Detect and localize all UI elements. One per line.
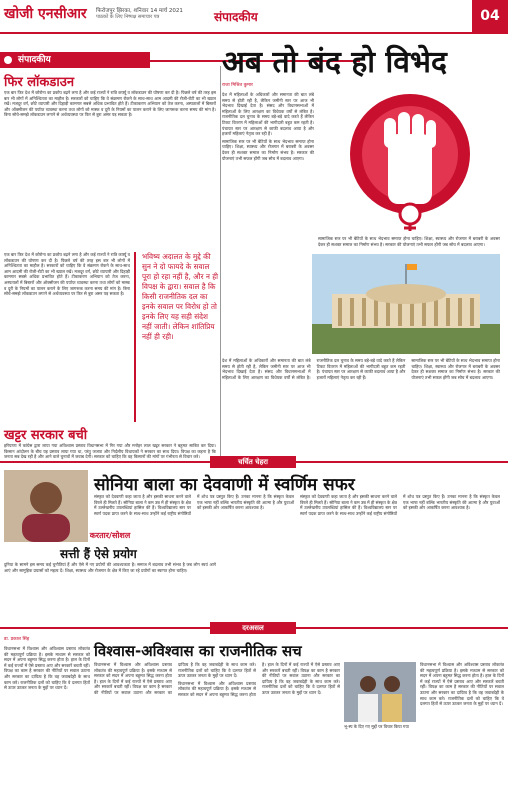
article3-text-mid-2: विधानसभा में विश्वास और अविश्वास प्रस्ताव लोकतंत्र की महत्वपूर्ण प्रक्रिया है। इसके माध्यम से सरकार को सदन में अपना बहुमत सिद्ध करना होता है। हाल के दिनों में कई राज्यों में ऐसे प्रस्ताव आए और सरकारें बचती रहीं। विपक्ष का काम है सरकार की नीतियों पर सवाल उठाना और सरकार का दायित्व है कि वह जवाबदेही के साथ काम करे। राजनीतिक दलों को चाहिए कि वे दलगत हितों से ऊपर उठकर जनता के मुद्दों पर ध्यान दें। <box>178 662 340 697</box>
article3-body-mid <box>94 662 340 796</box>
portrait-photo <box>4 470 88 542</box>
article-sonia-text-cont: संस्कृत को देववाणी कहा जाता है और इसकी साधना करने वाले विरले ही मिलते हैं। सोनिया बाला ने कम उम्र में ही संस्कृत के क्षेत्र में उल्लेखनीय उपलब्धियां हासिल की हैं। विश्वविद्यालय स्तर पर स्वर्ण पदक प्राप्त करने के साथ-साथ उन्होंने कई राष्ट्रीय संगोष्ठियों में शोध पत्र प्रस्तुत किए हैं। उनका मानना है कि संस्कृत केवल एक भाषा नहीं बल्कि भारतीय संस्कृति की आत्मा है और युवाओं को इसकी ओर आकर्षित करना आवश्यक है। <box>300 494 500 516</box>
headline-lockdown: फिर लॉकडाउन <box>4 75 75 90</box>
column-divider <box>220 66 221 466</box>
page-number: 04 <box>472 0 508 32</box>
band-actually <box>0 622 508 634</box>
headline-sonia: सोनिया बाला का देववाणी में स्वर्णिम सफर <box>94 475 355 495</box>
main-byline: राजा मिश्रित कुमार <box>222 83 253 88</box>
tagline: पाठकों के लिए निष्पक्ष समाचार पत्र <box>96 14 160 20</box>
photo-caption-block <box>344 724 416 796</box>
photo-caption: भू-स्प के दिए गए मुद्दों पर विचार किया गया <box>344 724 409 729</box>
article3-byline: डा. प्रकाश सिंह <box>4 637 30 642</box>
main-article-text-c: सामाजिक स्तर पर भी बेटियों के साथ भेदभाव समाप्त होना चाहिए। शिक्षा, स्वास्थ्य और रोजगार में बराबरी के अवसर देकर ही सशक्त समाज का निर्माण संभव है। सरकार की योजनाएं तभी सफल होंगी जब सोच में बदलाव आएगा। <box>318 236 500 247</box>
band-featured-face <box>0 456 508 468</box>
politics-photo <box>344 662 416 722</box>
main-article-text-d: देश में महिलाओं के अधिकारों और समानता की बात लंबे समय से होती रही है, लेकिन जमीनी स्तर पर आज भी भेदभाव दिखाई देता है। संसद और विधानसभाओं में महिलाओं के लिए आरक्षण का विधेयक वर्षों से लंबित है। राजनीतिक दल चुनाव के समय बड़े-बड़े वादे करते हैं लेकिन टिकट वितरण में महिलाओं की भागीदारी बहुत कम रहती है। पंचायत स्तर पर आरक्षण से काफी बदलाव आया है और हजारों महिलाएं नेतृत्व कर रही हैं। <box>222 358 406 380</box>
section-title: संपादकीय <box>214 10 258 24</box>
pull-quote <box>134 252 220 422</box>
newspaper-logo: खोजी एनसीआर <box>4 6 87 22</box>
article3-body-left <box>4 646 90 796</box>
article3-text-left: विधानसभा में विश्वास और अविश्वास प्रस्ताव लोकतंत्र की महत्वपूर्ण प्रक्रिया है। इसके माध्यम से सरकार को सदन में अपना बहुमत सिद्ध करना होता है। हाल के दिनों में कई राज्यों में ऐसे प्रस्ताव आए और सरकारें बचती रहीं। विपक्ष का काम है सरकार की नीतियों पर सवाल उठाना और सरकार का दायित्व है कि वह जवाबदेही के साथ काम करे। राजनीतिक दलों को चाहिए कि वे दलगत हितों से ऊपर उठकर जनता के मुद्दों पर ध्यान दें। <box>4 646 90 691</box>
main-headline: अब तो बंद हो विभेद <box>222 45 447 80</box>
dateline: फिरोजपुर झिरका, शनिवार 14 मार्च 2021 <box>96 8 183 14</box>
section-label-social: करतार/सोशल <box>89 531 131 540</box>
band-label: चर्चित चेहरा <box>210 456 296 468</box>
main-article-text-e: सामाजिक स्तर पर भी बेटियों के साथ भेदभाव समाप्त होना चाहिए। शिक्षा, स्वास्थ्य और रोजगार में बराबरी के अवसर देकर ही सशक्त समाज का निर्माण संभव है। सरकार की योजनाएं तभी सफल होंगी जब सोच में बदलाव आएगा। <box>411 358 500 380</box>
raised-fist-icon <box>318 82 502 232</box>
main-article-text-b: सामाजिक स्तर पर भी बेटियों के साथ भेदभाव समाप्त होना चाहिए। शिक्षा, स्वास्थ्य और रोजगार में बराबरी के अवसर देकर ही सशक्त समाज का निर्माण संभव है। सरकार की योजनाएं तभी सफल होंगी जब सोच में बदलाव आएगा। <box>222 138 314 161</box>
article-lockdown-body <box>4 90 216 250</box>
headline-experiments: सत्ती हैं ऐसे प्रयोग <box>60 547 137 561</box>
article-khattar-text: हरियाणा में कांग्रेस द्वारा लाया गया अविश्वास प्रस्ताव विधानसभा में गिर गया और मनोहर लाल खट्टर सरकार ने बहुमत साबित कर दिया। किसान आंदोलन के बीच यह प्रस्ताव लाया गया था, परंतु जजपा और निर्दलीय विधायकों ने सरकार का साथ दिया। विपक्ष का कहना है कि जनता सब देख रही है और आने वाले चुनावों में जवाब देगी। सरकार को चाहिए कि वह किसानों की मांगों पर गंभीरता से विचार करे। <box>4 443 216 460</box>
article3-text-right: विधानसभा में विश्वास और अविश्वास प्रस्ताव लोकतंत्र की महत्वपूर्ण प्रक्रिया है। इसके माध्यम से सरकार को सदन में अपना बहुमत सिद्ध करना होता है। हाल के दिनों में कई राज्यों में ऐसे प्रस्ताव आए और सरकारें बचती रहीं। विपक्ष का काम है सरकार की नीतियों पर सवाल उठाना और सरकार का दायित्व है कि वह जवाबदेही के साथ काम करे। राजनीतिक दलों को चाहिए कि वे दलगत हितों से ऊपर उठकर जनता के मुद्दों पर ध्यान दें। <box>420 662 504 707</box>
band-label-2: दरअसल <box>210 622 296 634</box>
main-article-body-d <box>222 358 500 464</box>
article-lockdown-text: एक बार फिर देश में कोरोना का प्रकोप बढ़ने लगा है और कई राज्यों ने रात्रि कर्फ्यू व लॉकडाउन की घोषणा कर दी है। पिछले वर्ष की तरह इस बार भी लोगों में अनिश्चितता का माहौल है। सरकारों को चाहिए कि वे संक्रमण रोकने के साथ-साथ आम आदमी की रोजी-रोटी का भी ख्याल रखें। मजदूर वर्ग, छोटे व्यापारी और दिहाड़ी कामगार सबसे अधिक प्रभावित होते हैं। टीकाकरण अभियान को तेज करना, अस्पतालों में बिस्तरों और ऑक्सीजन की पर्याप्त व्यवस्था करना तथा लोगों को मास्क व दूरी के नियमों का पालन कराने के लिए जागरूक करना समय की मांग है। बिना सोचे-समझे लॉकडाउन लगाने से अर्थव्यवस्था पर फिर से बुरा असर पड़ सकता है। <box>4 90 216 118</box>
article-experiments-text: दुनिया के सामने इस समय कई चुनौतियां हैं और ऐसे में नए प्रयोगों की आवश्यकता है। समाज में बदलाव तभी संभव है जब लोग स्वयं आगे आएं और सामूहिक प्रयासों को महत्व दें। शिक्षा, स्वास्थ्य और रोजगार के क्षेत्र में किए जा रहे प्रयोगों का स्वागत होना चाहिए। <box>4 562 216 573</box>
main-article-body-c <box>318 236 500 252</box>
pull-quote-text: भविष्य अदालत के मुद्दे की सुन ने दो फायदे के सवाल पूरा हो रहा नहीं है, और न ही विपक्ष के द्वारा। सवाल है कि किसी राजनीतिक दल का इनके सवाल पर विरोध हो तो इनके लिए यह सही संदेश नहीं जाती। लेकिन शांतिप्रिय नहीं ही रही। <box>142 252 219 341</box>
masthead-rule <box>0 0 508 34</box>
headline-khattar: खट्टर सरकार बची <box>4 428 88 443</box>
editorial-ribbon: संपादकीय <box>0 52 150 68</box>
parliament-building-icon <box>312 254 500 354</box>
article-lockdown-text-cont: एक बार फिर देश में कोरोना का प्रकोप बढ़ने लगा है और कई राज्यों ने रात्रि कर्फ्यू व लॉकडाउन की घोषणा कर दी है। पिछले वर्ष की तरह इस बार भी लोगों में अनिश्चितता का माहौल है। सरकारों को चाहिए कि वे संक्रमण रोकने के साथ-साथ आम आदमी की रोजी-रोटी का भी ख्याल रखें। मजदूर वर्ग, छोटे व्यापारी और दिहाड़ी कामगार सबसे अधिक प्रभावित होते हैं। टीकाकरण अभियान को तेज करना, अस्पतालों में बिस्तरों और ऑक्सीजन की पर्याप्त व्यवस्था करना तथा लोगों को मास्क व दूरी के नियमों का पालन कराने के लिए जागरूक करना समय की मांग है। बिना सोचे-समझे लॉकडाउन लगाने से अर्थव्यवस्था पर फिर से बुरा असर पड़ सकता है। <box>4 252 130 297</box>
headline-trust: विश्वास-अविश्वास का राजनीतिक सच <box>94 642 302 660</box>
main-article-text-a: देश में महिलाओं के अधिकारों और समानता की बात लंबे समय से होती रही है, लेकिन जमीनी स्तर पर आज भी भेदभाव दिखाई देता है। संसद और विधानसभाओं में महिलाओं के लिए आरक्षण का विधेयक वर्षों से लंबित है। राजनीतिक दल चुनाव के समय बड़े-बड़े वादे करते हैं लेकिन टिकट वितरण में महिलाओं की भागीदारी बहुत कम रहती है। पंचायत स्तर पर आरक्षण से काफी बदलाव आया है और हजारों महिलाएं नेतृत्व कर रही हैं। <box>222 92 314 137</box>
article3-text-mid: विधानसभा में विश्वास और अविश्वास प्रस्ताव लोकतंत्र की महत्वपूर्ण प्रक्रिया है। इसके माध्यम से सरकार को सदन में अपना बहुमत सिद्ध करना होता है। हाल के दिनों में कई राज्यों में ऐसे प्रस्ताव आए और सरकारें बचती रहीं। विपक्ष का काम है सरकार की नीतियों पर सवाल उठाना और सरकार का दायित्व है कि वह जवाबदेही के साथ काम करे। राजनीतिक दलों को चाहिए कि वे दलगत हितों से ऊपर उठकर जनता के मुद्दों पर ध्यान दें। <box>94 662 256 695</box>
article-sonia-body <box>94 494 500 618</box>
article3-body-right <box>420 662 504 796</box>
article-sonia-text: संस्कृत को देववाणी कहा जाता है और इसकी साधना करने वाले विरले ही मिलते हैं। सोनिया बाला ने कम उम्र में ही संस्कृत के क्षेत्र में उल्लेखनीय उपलब्धियां हासिल की हैं। विश्वविद्यालय स्तर पर स्वर्ण पदक प्राप्त करने के साथ-साथ उन्होंने कई राष्ट्रीय संगोष्ठियों में शोध पत्र प्रस्तुत किए हैं। उनका मानना है कि संस्कृत केवल एक भाषा नहीं बल्कि भारतीय संस्कृति की आत्मा है और युवाओं को इसकी ओर आकर्षित करना आवश्यक है। <box>94 494 294 516</box>
article-lockdown-body-cont <box>4 252 130 370</box>
